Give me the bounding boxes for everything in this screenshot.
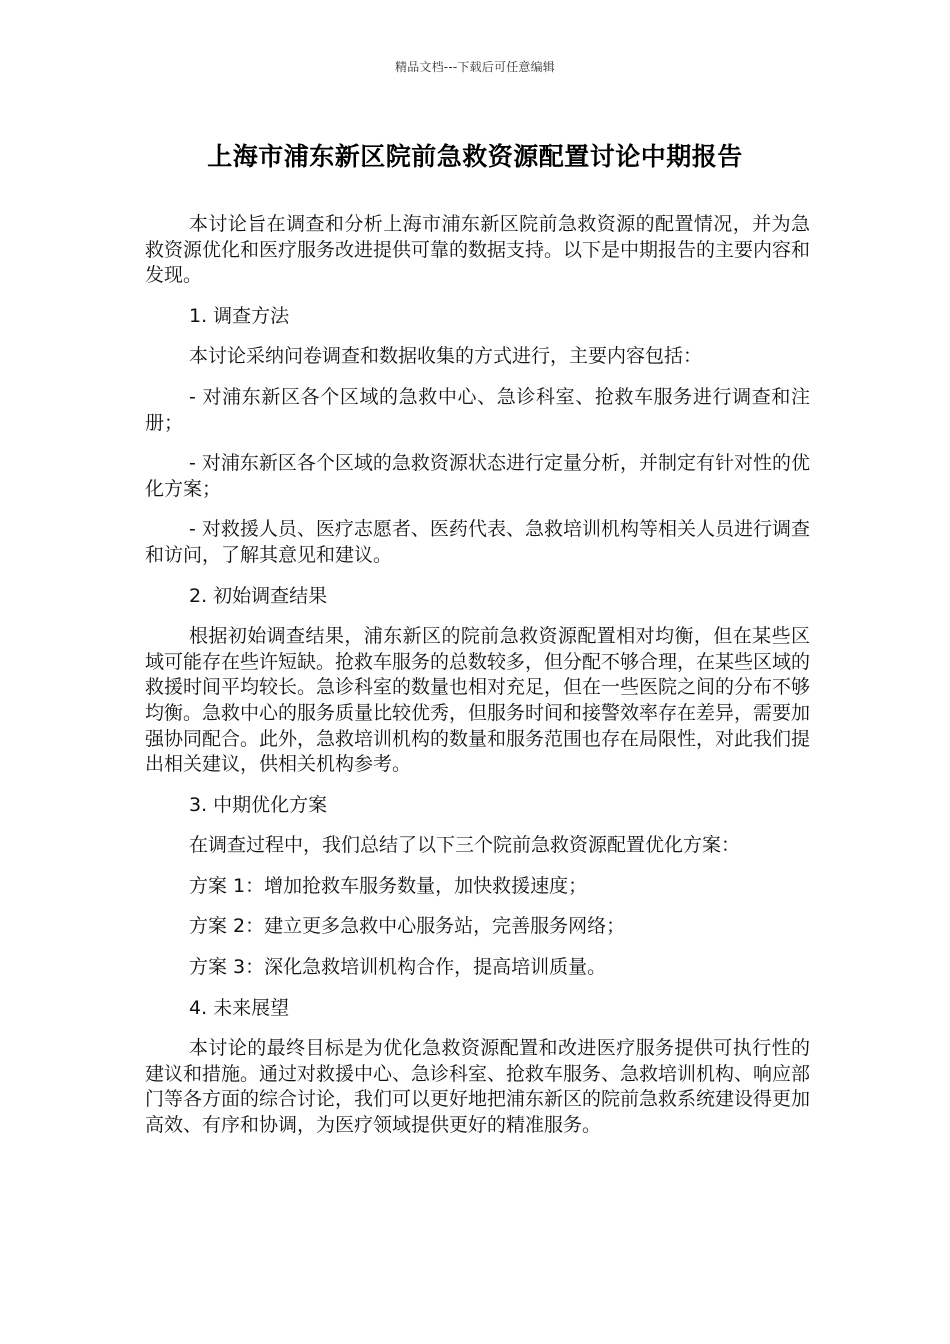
plan-item: 方案 1：增加抢救车服务数量，加快救援速度；: [189, 874, 588, 897]
section-heading-outlook: 4. 未来展望: [189, 996, 290, 1019]
document-title: 上海市浦东新区院前急救资源配置讨论中期报告: [207, 142, 743, 171]
plans-paragraph: 在调查过程中，我们总结了以下三个院前急救资源配置优化方案：: [189, 834, 741, 857]
methods-list-item: - 对浦东新区各个区域的急救中心、急诊科室、抢救车服务进行调查和注册；: [145, 385, 810, 434]
section-heading-methods: 1. 调查方法: [189, 304, 290, 327]
methods-paragraph: 本讨论采纳问卷调查和数据收集的方式进行，主要内容包括：: [189, 345, 703, 368]
section-heading-results: 2. 初始调查结果: [189, 584, 328, 607]
plan-item: 方案 3：深化急救培训机构合作，提高培训质量。: [189, 956, 607, 979]
methods-list-item: - 对救援人员、医疗志愿者、医药代表、急救培训机构等相关人员进行调查和访问，了解其意见和建议。: [145, 518, 810, 566]
document-body: [145, 212, 810, 1154]
intro-paragraph: 本讨论旨在调查和分析上海市浦东新区院前急救资源的配置情况，并为急救资源优化和医疗服务改进提供可靠的数据支持。以下是中期报告的主要内容和发现。: [145, 213, 811, 287]
results-paragraph: 根据初始调查结果，浦东新区的院前急救资源配置相对均衡，但在某些区域可能存在些许短缺。抢救车服务的总数较多，但分配不够合理，在某些区域的救援时间平均较长。急诊科室的数量也相对充足，但在一些医院之间的分布不够均衡。急救中心的服务质量比较优秀，但服务时间和接警效率存在差异，需要加强协同配合。此外，急救培训机构的数量和服务范围也存在局限性，对此我们提出相关建议，供相关机构参考。: [145, 625, 811, 776]
methods-list-item: - 对浦东新区各个区域的急救资源状态进行定量分析，并制定有针对性的优化方案；: [145, 452, 810, 500]
outlook-paragraph: 本讨论的最终目标是为优化急救资源配置和改进医疗服务提供可执行性的建议和措施。通过对救援中心、急诊科室、抢救车服务、急救培训机构、响应部门等各方面的综合讨论，我们可以更好地把浦东新区的院前急救系统建设得更加高效、有序和协调，为医疗领域提供更好的精准服务。: [145, 1037, 811, 1137]
section-heading-plans: 3. 中期优化方案: [189, 793, 328, 816]
plan-item: 方案 2：建立更多急救中心服务站，完善服务网络；: [189, 915, 626, 938]
page-header: 精品文档---下载后可任意编辑: [395, 60, 555, 74]
